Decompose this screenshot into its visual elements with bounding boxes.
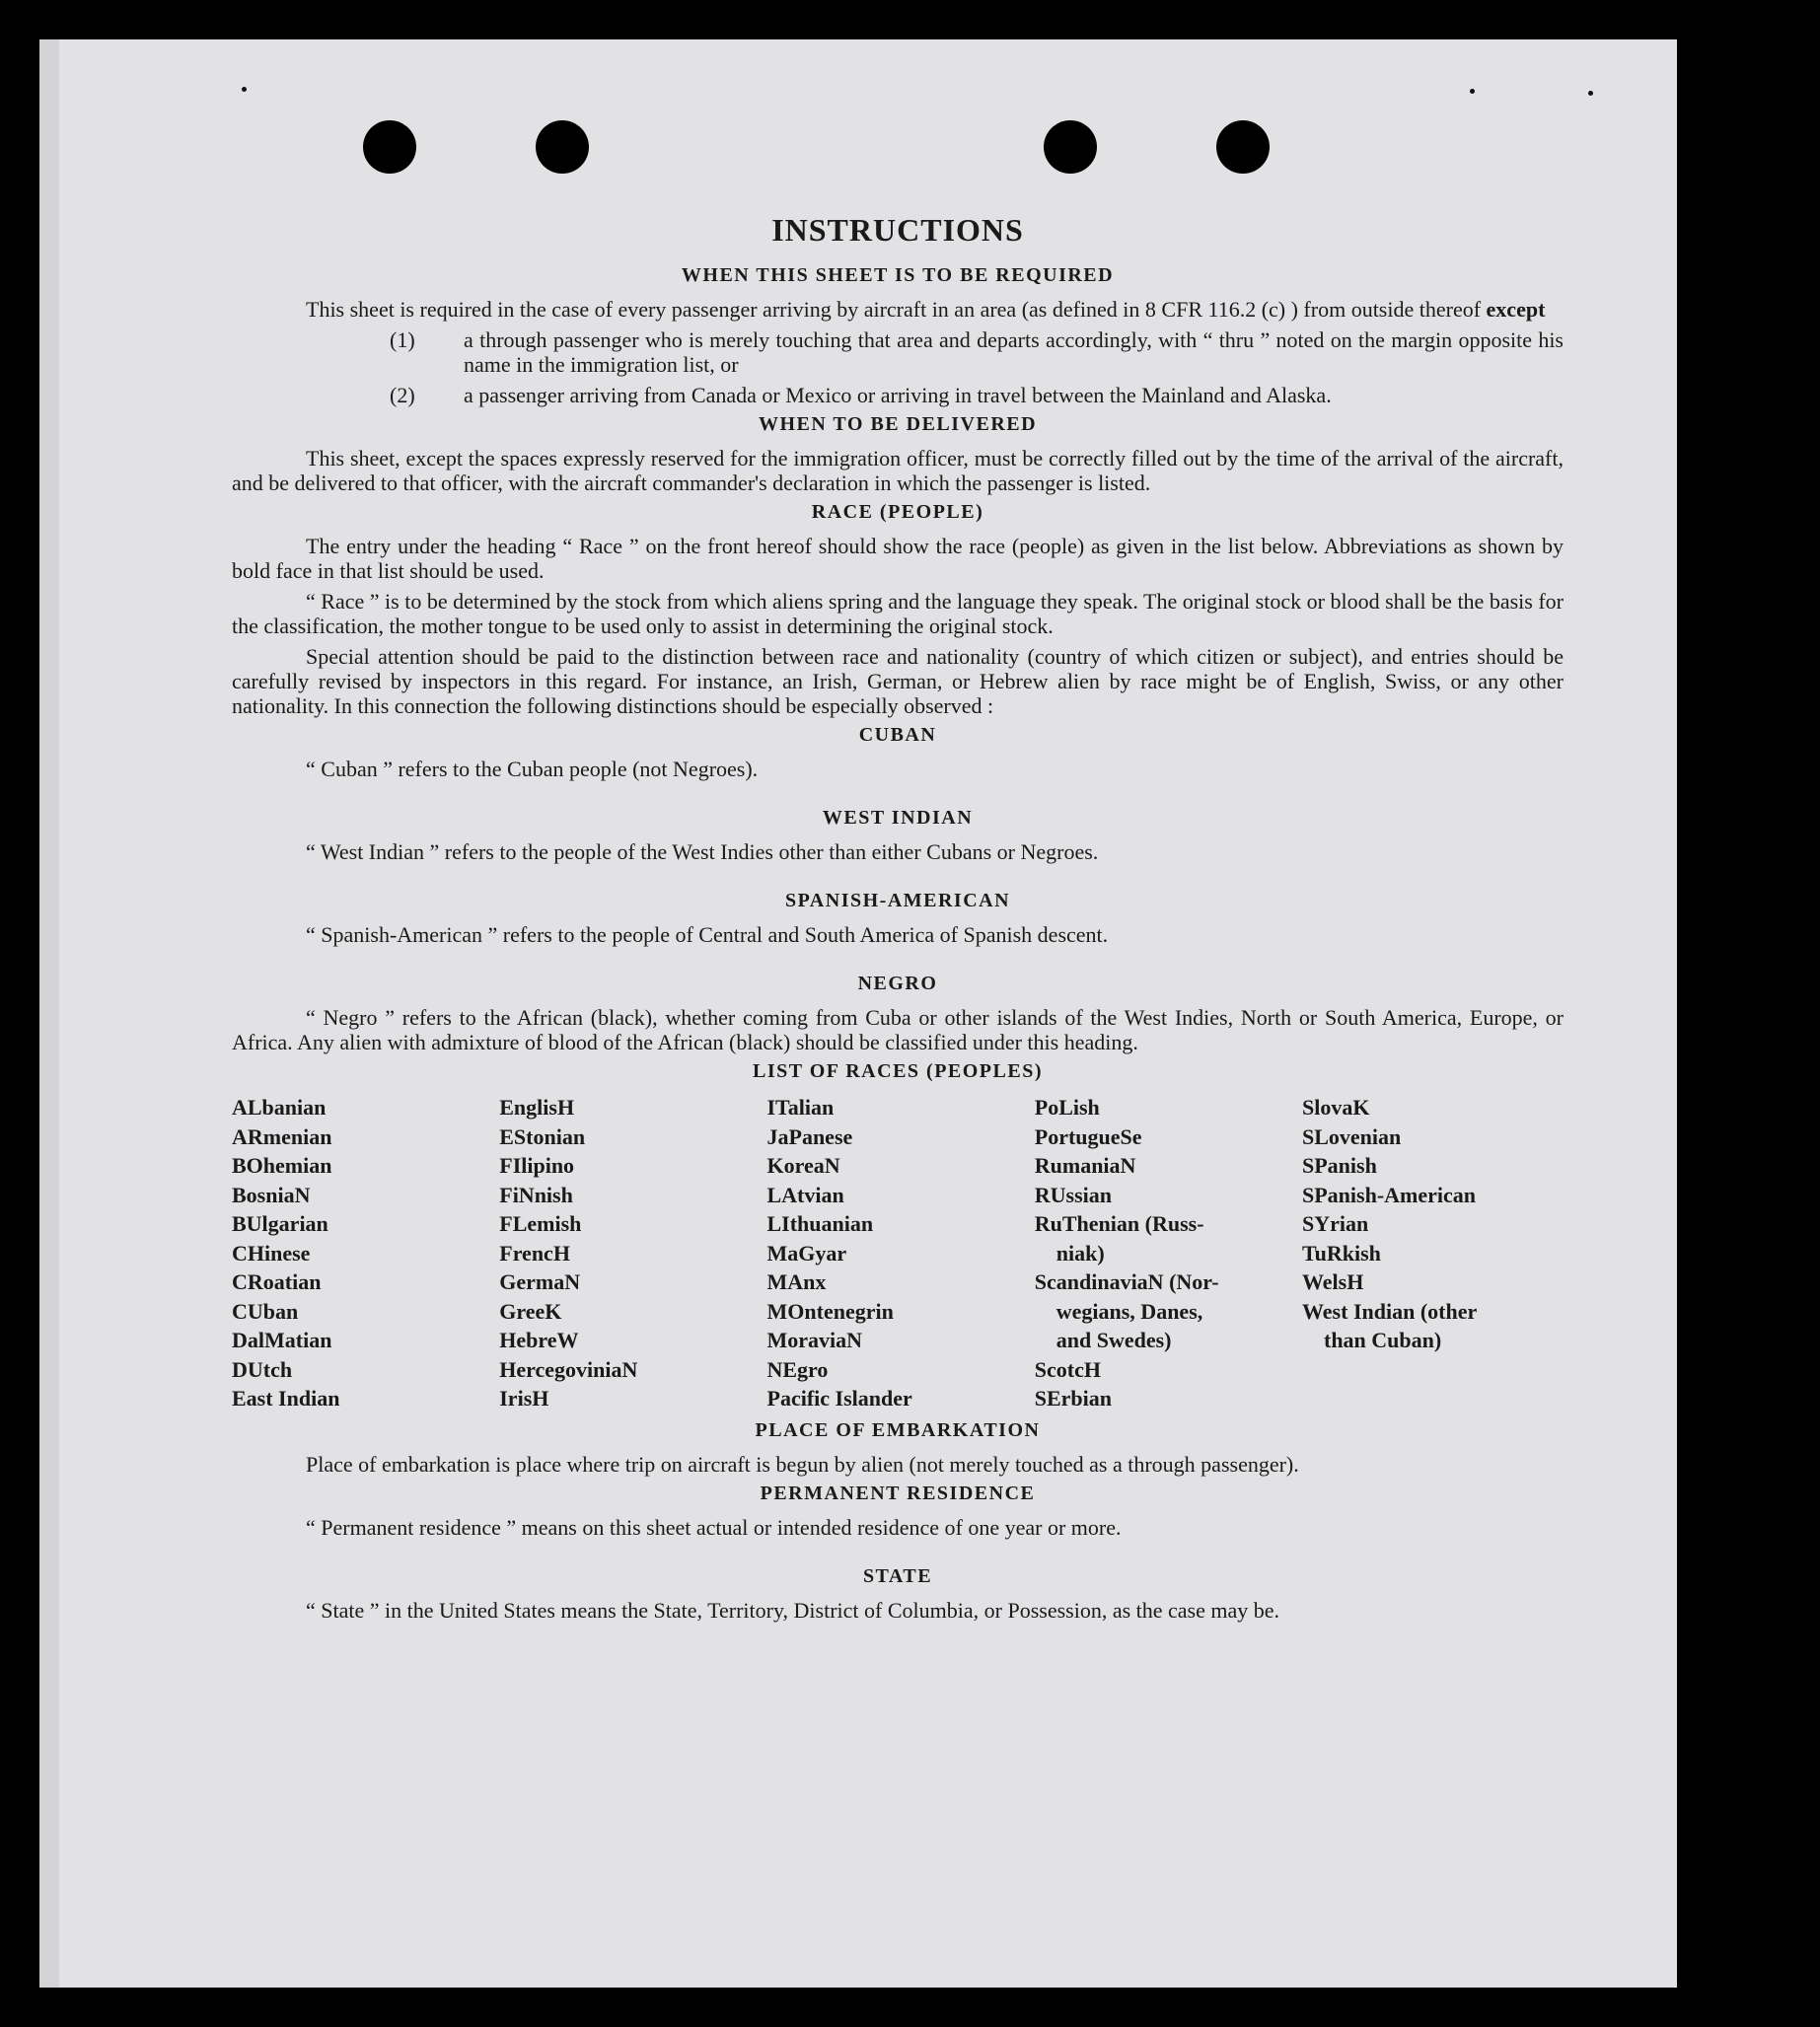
paragraph: “ West Indian ” refers to the people of the West Indies other than either Cubans or Negroes. [306, 839, 1099, 864]
race-entry: MoraviaN [766, 1328, 863, 1352]
paragraph [232, 297, 1564, 322]
except-word: except [1486, 297, 1546, 322]
section-heading: SPANISH-AMERICAN [784, 890, 1011, 911]
item-text: a passenger arriving from Canada or Mexico or arriving in travel between the Mainland and Alaska. [464, 383, 1332, 407]
race-entry: CHinese [232, 1240, 311, 1266]
race-entry: DalMatian [232, 1328, 332, 1352]
race-entry: GermaN [499, 1269, 581, 1294]
item-text: a through passenger who is merely touching that area and departs accordingly, with “ thru ” noted on the margin opposite his name in the immigration list, or [464, 327, 1564, 377]
race-entry: East Indian [232, 1386, 340, 1411]
race-entry: GreeK [499, 1298, 562, 1324]
paragraph: “ Spanish-American ” refers to the people of Central and South America of Spanish descent. [306, 922, 1109, 947]
race-entry: JaPanese [766, 1123, 853, 1149]
races-column [232, 1093, 493, 1413]
race-entry: EStonian [499, 1123, 586, 1149]
item-number: (1) [390, 327, 415, 352]
race-entry: MOntenegrin [766, 1298, 894, 1324]
race-entry: SYrian [1302, 1211, 1369, 1236]
race-entry: FiNnish [499, 1182, 573, 1207]
instructions-content [232, 212, 1564, 1629]
race-entry: EnglisH [499, 1095, 575, 1120]
race-entry: RUssian [1034, 1182, 1112, 1207]
section-heading: NEGRO [857, 973, 938, 994]
document-sheet [39, 39, 1677, 1988]
punch-hole [536, 120, 589, 174]
race-entry-continued: than Cuban) [1324, 1328, 1442, 1352]
list-item [232, 383, 1564, 407]
race-entry-continued: niak) [1056, 1240, 1105, 1266]
race-entry: KoreaN [766, 1153, 840, 1178]
race-entry: West Indian (other [1302, 1298, 1478, 1324]
paragraph: Special attention should be paid to the distinction between race and nationality (country of which citizen or subject), and entries should be carefully revised by inspectors in this regard. For instance, an Irish, German, or Hebrew alien by race might be of English, Swiss, or any other nationality. In this connection the following distinctions should be especially observed : [232, 644, 1564, 718]
paragraph: The entry under the heading “ Race ” on the front hereof should show the race (people) as given in the list below. Abbreviations as shown by bold face in that list should be used. [232, 534, 1564, 583]
race-entry: SErbian [1034, 1386, 1113, 1411]
paragraph: “ Permanent residence ” means on this sheet actual or intended residence of one year or more. [306, 1514, 1122, 1540]
paragraph-text: This sheet is required in the case of every passenger arriving by aircraft in an area (as defined in 8 CFR 116.2 (c) ) from outside thereof [306, 297, 1482, 322]
paragraph: Place of embarkation is place where trip on aircraft is begun by alien (not merely touched as a through passenger). [306, 1451, 1299, 1477]
race-entry: LAtvian [766, 1182, 844, 1207]
item-number: (2) [390, 383, 415, 407]
race-entry: SLovenian [1302, 1123, 1402, 1149]
race-entry: NEgro [766, 1356, 829, 1382]
race-entry: BosniaN [232, 1182, 311, 1207]
race-entry: ScotcH [1034, 1356, 1101, 1382]
race-entry: PortugueSe [1034, 1123, 1142, 1149]
race-entry: BUlgarian [232, 1211, 328, 1236]
race-entry: HebreW [499, 1328, 579, 1352]
paragraph: “ Race ” is to be determined by the stock from which aliens spring and the language they speak. The original stock or blood shall be the basis for the classification, the mother tongue to be used only to assist in determining the original stock. [232, 589, 1564, 638]
race-entry: FIlipino [499, 1153, 575, 1178]
race-entry: LIthuanian [766, 1211, 874, 1236]
speck [1470, 89, 1475, 94]
punch-hole [1044, 120, 1097, 174]
race-entry: HercegoviniaN [499, 1356, 638, 1382]
race-entry: ITalian [766, 1095, 835, 1120]
race-entry: CRoatian [232, 1269, 322, 1294]
races-list [232, 1093, 1564, 1413]
section-heading: WHEN THIS SHEET IS TO BE REQUIRED [681, 264, 1115, 286]
races-column [767, 1093, 1029, 1413]
section-heading: WEST INDIAN [822, 807, 974, 829]
race-entry: ALbanian [232, 1095, 327, 1120]
race-entry-continued: and Swedes) [1056, 1328, 1172, 1352]
paragraph: “ Negro ” refers to the African (black), whether coming from Cuba or other islands of the West Indies, North or South America, Europe, or Africa. Any alien with admixture of blood of the African (black) should be classified under this heading. [232, 1005, 1564, 1054]
race-entry: RumaniaN [1034, 1153, 1136, 1178]
race-entry: FrencH [499, 1240, 570, 1266]
race-entry: RuThenian (Russ- [1034, 1211, 1204, 1236]
speck [242, 87, 247, 92]
paragraph: This sheet, except the spaces expressly reserved for the immigration officer, must be correctly filled out by the time of the arrival of the aircraft, and be delivered to that officer, with the aircraft commander's declaration in which the passenger is listed. [232, 446, 1564, 495]
speck [1588, 91, 1593, 96]
race-entry: TuRkish [1302, 1240, 1381, 1266]
paragraph: “ State ” in the United States means the State, Territory, District of Columbia, or Possession, as the case may be. [306, 1597, 1280, 1623]
race-entry: SlovaK [1302, 1095, 1370, 1120]
paragraph: “ Cuban ” refers to the Cuban people (not Negroes). [306, 757, 759, 781]
race-entry: MaGyar [766, 1240, 847, 1266]
section-heading: PERMANENT RESIDENCE [760, 1482, 1036, 1504]
race-entry: WelsH [1302, 1269, 1364, 1294]
punch-hole [363, 120, 416, 174]
race-entry: PoLish [1034, 1095, 1100, 1120]
race-entry: FLemish [499, 1211, 582, 1236]
race-entry: ScandinaviaN (Nor- [1034, 1269, 1219, 1294]
section-heading: LIST OF RACES (PEOPLES) [752, 1060, 1043, 1082]
race-entry-continued: wegians, Danes, [1056, 1298, 1203, 1324]
race-entry: SPanish [1302, 1153, 1377, 1178]
race-entry: CUban [232, 1298, 299, 1324]
page-title: INSTRUCTIONS [771, 212, 1024, 248]
section-heading: RACE (PEOPLE) [811, 501, 984, 523]
race-entry: Pacific Islander [766, 1386, 912, 1411]
section-heading: CUBAN [858, 724, 937, 746]
races-column [1035, 1093, 1296, 1413]
section-heading: WHEN TO BE DELIVERED [758, 413, 1038, 435]
section-heading: STATE [862, 1564, 933, 1587]
list-item [232, 327, 1564, 377]
races-column [1302, 1093, 1564, 1413]
race-entry: SPanish-American [1302, 1182, 1476, 1207]
race-entry: DUtch [232, 1356, 293, 1382]
races-column [499, 1093, 761, 1413]
punch-hole [1216, 120, 1270, 174]
race-entry: BOhemian [232, 1153, 332, 1178]
race-entry: IrisH [499, 1386, 549, 1411]
race-entry: MAnx [766, 1269, 827, 1294]
race-entry: ARmenian [232, 1123, 332, 1149]
section-heading: PLACE OF EMBARKATION [755, 1418, 1041, 1441]
